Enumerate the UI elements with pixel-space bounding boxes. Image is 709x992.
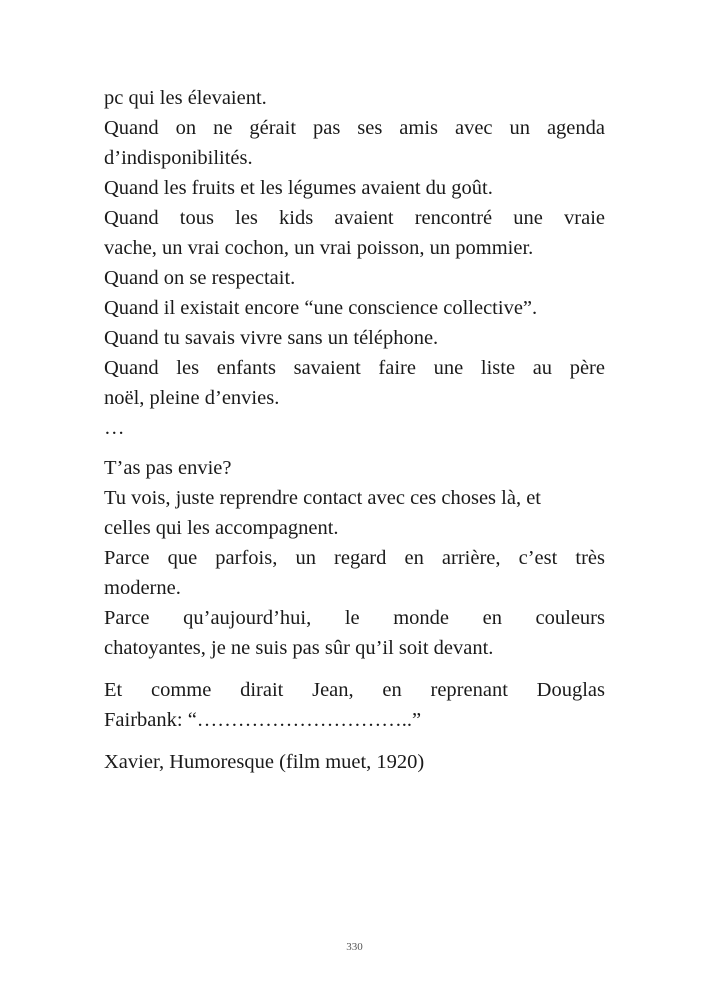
text-line: Quand on ne gérait pas ses amis avec un agenda — [104, 117, 605, 139]
paragraph-quand — [104, 83, 605, 443]
page-number: 330 — [346, 941, 363, 953]
document-page — [104, 83, 605, 777]
text-line: Quand les fruits et les légumes avaient du goût. — [104, 177, 493, 199]
text-line: Quand il existait encore “une conscience collective”. — [104, 297, 538, 319]
text-line: Parce qu’aujourd’hui, le monde en couleurs — [104, 607, 605, 629]
text-line: Tu vois, juste reprendre contact avec ces choses là, et — [104, 487, 541, 509]
paragraph-jean — [104, 675, 605, 735]
paragraph-envie — [104, 453, 605, 663]
text-line: Parce que parfois, un regard en arrière, c’est très — [104, 547, 605, 569]
paragraph-signature — [104, 747, 605, 777]
ellipsis-line: … — [104, 417, 125, 439]
paragraph-spacer — [104, 663, 605, 675]
text-line: pc qui les élevaient. — [104, 87, 267, 109]
paragraph-spacer — [104, 735, 605, 747]
text-line: Quand on se respectait. — [104, 267, 296, 289]
paragraph-spacer — [104, 443, 605, 453]
text-line: d’indisponibilités. — [104, 147, 253, 169]
text-line: moderne. — [104, 577, 181, 599]
text-line: Et comme dirait Jean, en reprenant Douglas — [104, 679, 605, 701]
text-line: noël, pleine d’envies. — [104, 387, 280, 409]
text-line: chatoyantes, je ne suis pas sûr qu’il soit devant. — [104, 637, 494, 659]
text-line: Quand tu savais vivre sans un téléphone. — [104, 327, 439, 349]
text-line: vache, un vrai cochon, un vrai poisson, un pommier. — [104, 237, 534, 259]
signature-line: Xavier, Humoresque (film muet, 1920) — [104, 751, 425, 773]
text-line: Quand les enfants savaient faire une liste au père — [104, 357, 605, 379]
text-line: celles qui les accompagnent. — [104, 517, 339, 539]
text-line: T’as pas envie? — [104, 457, 232, 479]
text-line: Quand tous les kids avaient rencontré une vraie — [104, 207, 605, 229]
text-line: Fairbank: “…………………………..” — [104, 709, 422, 731]
